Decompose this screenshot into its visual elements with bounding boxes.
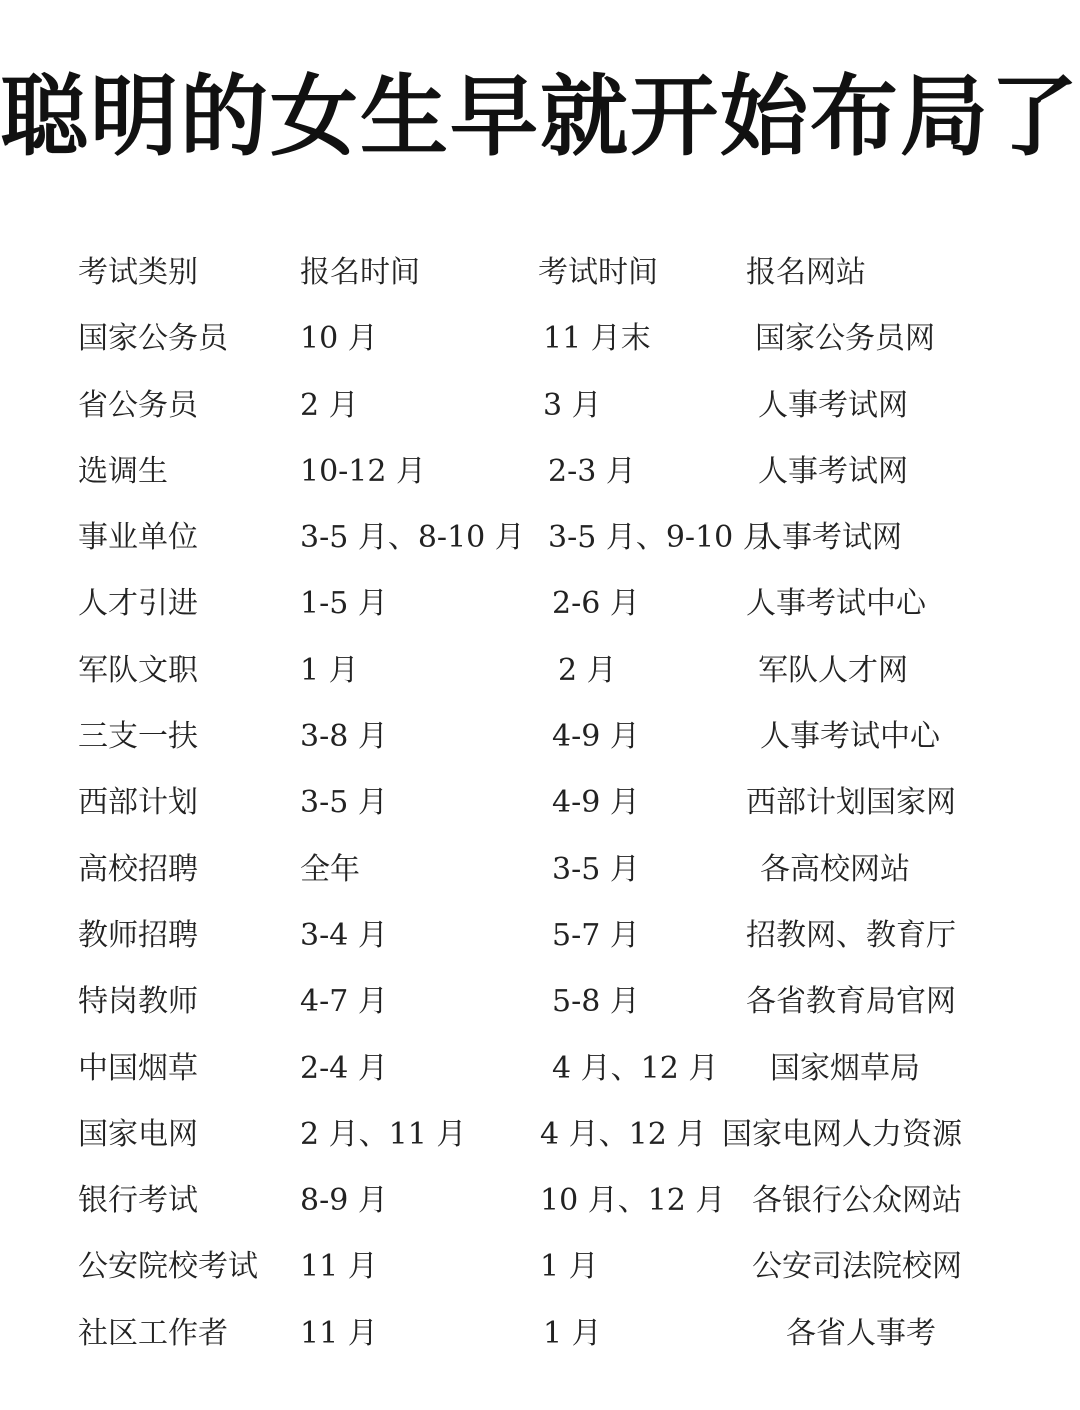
exam-category-cell: 省公务员 <box>78 387 198 423</box>
exam-schedule-table <box>0 240 1080 1367</box>
exam-time-cell: 2 月 <box>558 652 617 688</box>
registration-site-cell: 军队人才网 <box>758 652 908 688</box>
exam-time-cell: 2-3 月 <box>548 453 636 489</box>
registration-time-cell: 3-5 月、8-10 月 <box>300 520 525 556</box>
registration-site-cell: 各省教育局官网 <box>746 984 956 1020</box>
table-row <box>0 306 1080 372</box>
registration-site-cell: 人事考试网 <box>752 520 902 556</box>
registration-site-cell: 人事考试中心 <box>760 719 940 755</box>
registration-time-cell: 11 月 <box>300 1249 378 1285</box>
registration-time-cell: 2-4 月 <box>300 1050 388 1086</box>
exam-time-cell: 10 月、12 月 <box>540 1183 726 1219</box>
registration-time-cell: 8-9 月 <box>300 1183 388 1219</box>
registration-site-cell: 各高校网站 <box>760 851 910 887</box>
table-row <box>0 903 1080 969</box>
registration-site-cell: 国家电网人力资源 <box>722 1116 962 1152</box>
header-registration-site: 报名网站 <box>746 255 866 290</box>
exam-category-cell: 公安院校考试 <box>78 1249 258 1285</box>
registration-site-cell: 各省人事考 <box>786 1315 936 1351</box>
exam-category-cell: 军队文职 <box>78 652 198 688</box>
registration-time-cell: 4-7 月 <box>300 984 388 1020</box>
exam-category-cell: 中国烟草 <box>78 1050 198 1086</box>
table-row <box>0 1036 1080 1102</box>
table-row <box>0 571 1080 637</box>
exam-category-cell: 特岗教师 <box>78 984 198 1020</box>
table-header-row <box>0 240 1080 306</box>
table-row <box>0 1234 1080 1300</box>
exam-time-cell: 4-9 月 <box>552 785 640 821</box>
table-row <box>0 373 1080 439</box>
registration-site-cell: 人事考试网 <box>758 453 908 489</box>
table-row <box>0 1301 1080 1367</box>
registration-site-cell: 国家烟草局 <box>770 1050 920 1086</box>
table-row <box>0 770 1080 836</box>
exam-time-cell: 5-7 月 <box>552 917 640 953</box>
exam-category-cell: 高校招聘 <box>78 851 198 887</box>
registration-site-cell: 西部计划国家网 <box>746 785 956 821</box>
registration-site-cell: 公安司法院校网 <box>752 1249 962 1285</box>
table-row <box>0 439 1080 505</box>
registration-time-cell: 1-5 月 <box>300 586 388 622</box>
header-exam-category: 考试类别 <box>78 255 198 290</box>
registration-time-cell: 10 月 <box>300 321 378 357</box>
table-row <box>0 505 1080 571</box>
registration-time-cell: 2 月 <box>300 387 359 423</box>
registration-site-cell: 国家公务员网 <box>755 321 935 357</box>
exam-category-cell: 银行考试 <box>78 1183 198 1219</box>
exam-category-cell: 西部计划 <box>78 785 198 821</box>
exam-time-cell: 3-5 月、9-10 月 <box>548 520 773 556</box>
table-row <box>0 837 1080 903</box>
registration-site-cell: 人事考试网 <box>758 387 908 423</box>
registration-time-cell: 3-5 月 <box>300 785 388 821</box>
exam-category-cell: 人才引进 <box>78 586 198 622</box>
registration-time-cell: 10-12 月 <box>300 453 427 489</box>
page-title: 聪明的女生早就开始布局了 <box>0 65 1080 168</box>
registration-site-cell: 各银行公众网站 <box>752 1183 962 1219</box>
exam-time-cell: 4-9 月 <box>552 719 640 755</box>
registration-site-cell: 招教网、教育厅 <box>746 917 956 953</box>
table-row <box>0 638 1080 704</box>
table-row <box>0 704 1080 770</box>
exam-time-cell: 11 月末 <box>543 321 651 357</box>
registration-site-cell: 人事考试中心 <box>746 586 926 622</box>
exam-category-cell: 社区工作者 <box>78 1315 228 1351</box>
exam-category-cell: 三支一扶 <box>78 719 198 755</box>
exam-category-cell: 教师招聘 <box>78 917 198 953</box>
table-row <box>0 1102 1080 1168</box>
registration-time-cell: 3-8 月 <box>300 719 388 755</box>
exam-time-cell: 3-5 月 <box>552 851 640 887</box>
registration-time-cell: 1 月 <box>300 652 359 688</box>
exam-time-cell: 1 月 <box>540 1249 599 1285</box>
exam-time-cell: 5-8 月 <box>552 984 640 1020</box>
exam-time-cell: 1 月 <box>543 1315 602 1351</box>
exam-time-cell: 4 月、12 月 <box>552 1050 719 1086</box>
table-row <box>0 1168 1080 1234</box>
registration-time-cell: 3-4 月 <box>300 917 388 953</box>
registration-time-cell: 全年 <box>300 851 360 887</box>
table-row <box>0 969 1080 1035</box>
exam-time-cell: 2-6 月 <box>552 586 640 622</box>
header-registration-time: 报名时间 <box>300 255 420 290</box>
exam-category-cell: 事业单位 <box>78 520 198 556</box>
registration-time-cell: 11 月 <box>300 1315 378 1351</box>
exam-category-cell: 国家公务员 <box>78 321 228 357</box>
exam-time-cell: 3 月 <box>543 387 602 423</box>
exam-category-cell: 选调生 <box>78 453 168 489</box>
exam-time-cell: 4 月、12 月 <box>540 1116 707 1152</box>
registration-time-cell: 2 月、11 月 <box>300 1116 467 1152</box>
header-exam-time: 考试时间 <box>538 255 658 290</box>
exam-category-cell: 国家电网 <box>78 1116 198 1152</box>
